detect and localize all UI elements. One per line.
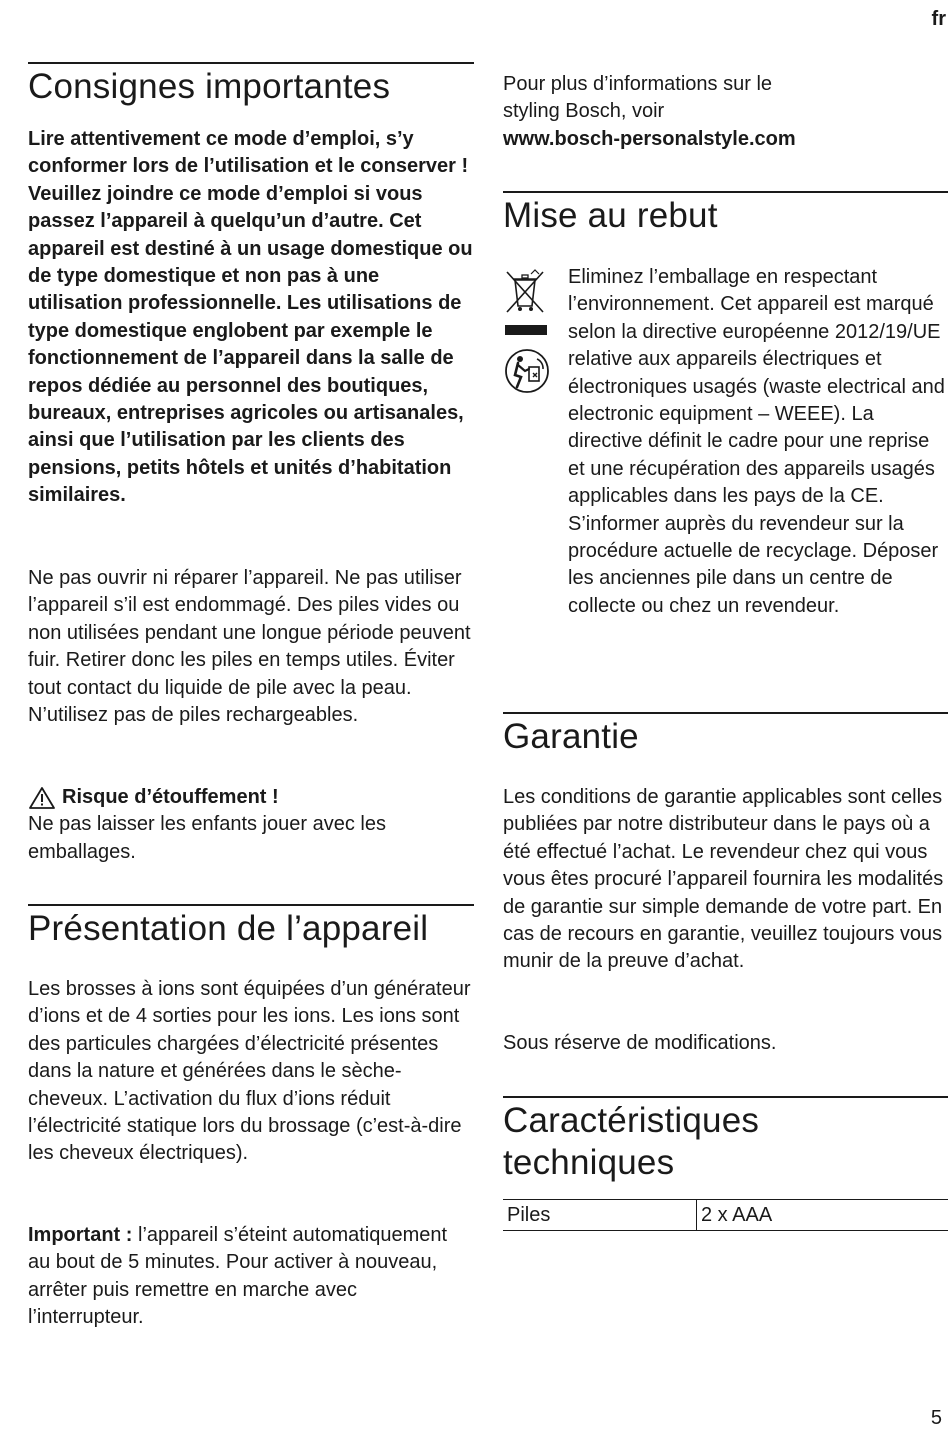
caracteristiques-title-line1: Caractéristiques <box>503 1101 760 1140</box>
consignes-title: Consignes importantes <box>28 67 391 106</box>
presentation-title: Présentation de l’appareil <box>28 909 429 948</box>
presentation-rule <box>28 904 474 906</box>
warning-text: Ne pas laisser les enfants jouer avec les emballages. <box>28 813 386 863</box>
spec-label: Piles <box>503 1200 697 1231</box>
garantie-title: Garantie <box>503 717 639 756</box>
crossed-bin-icon <box>503 268 547 316</box>
garantie-rule <box>503 712 948 714</box>
garantie-note: Sous réserve de modifications. <box>503 1032 777 1054</box>
info-url: www.bosch-personalstyle.com <box>503 127 796 150</box>
important-note <box>28 1222 474 1332</box>
rebut-rule <box>503 191 948 193</box>
garantie-text: Les conditions de garantie applicables sont celles publiées par notre distributeur dans le pays où a été effectué l’achat. Le revendeur chez qui vous vous êtes procuré l’appareil fournira les modalités de garantie sur simple demande de votre part. En cas de recours en garantie, veuillez toujours vous munir de la preuve d’achat. <box>503 786 944 973</box>
page-number: 5 <box>930 1407 942 1429</box>
table-row <box>503 1200 948 1231</box>
caracteristiques-rule <box>503 1096 948 1098</box>
bin-underline-bar <box>505 325 547 335</box>
presentation-text: Les brosses à ions sont équipées d’un générateur d’ions et de 4 sorties pour les ions. Les ions sont des particules chargées d’électricité présentes dans la nature et générées dans le sèche-cheveux. L’activation du flux d’ions réduit l’électricité statique lors du brossage (c’est-à-dire les cheveux électriques). <box>28 978 471 1165</box>
battery-recycle-icon <box>503 347 551 395</box>
consignes-rule <box>28 62 474 64</box>
info-text: Pour plus d’informations sur le styling Bosch, voir <box>503 73 773 123</box>
consignes-intro: Lire attentivement ce mode d’emploi, s’y conformer lors de l’utilisation et le conserver ! Veuillez joindre ce mode d’emploi si vous passez l’appareil à quelqu’un d’autre. Cet appareil est destiné à un usage domestique ou de type domestique et non pas à une utilisation professionnelle. Les utilisations de type domestique englobent par exemple le fonctionnement de l’appareil dans la salle de repos dédiée au personnel des boutiques, bureaux, entreprises agricoles ou artisanales, ainsi que l’utilisation par les clients des pensions, petits hôtels et unités d’habitation similaires. <box>28 128 473 507</box>
spec-value: 2 x AAA <box>697 1200 949 1231</box>
spec-table <box>503 1199 948 1231</box>
rebut-text: Eliminez l’emballage en respectant l’environnement. Cet appareil est marqué selon la directive européenne 2012/19/UE relative aux appareils électriques et électroniques usagés (waste electrical and electronic equipment – WEEE). La directive définit le cadre pour une reprise et une récupération des appareils usagés applicables dans les pays de la CE. S’informer auprès du revendeur sur la procédure actuelle de recyclage. Déposer les anciennes pile dans un centre de collecte ou chez un revendeur. <box>568 266 945 617</box>
important-text: l’appareil s’éteint automatiquement au bout de 5 minutes. Pour activer à nouveau, arrêter puis remettre en marche avec l’interrupteur. <box>28 1224 448 1329</box>
suffocation-warning <box>28 784 474 866</box>
rebut-title: Mise au rebut <box>503 196 718 235</box>
language-marker: fr <box>931 8 946 30</box>
warning-triangle-icon <box>28 786 56 810</box>
disposal-icons <box>503 268 553 400</box>
caracteristiques-title-line2: techniques <box>503 1143 675 1182</box>
caracteristiques-title <box>503 1100 948 1184</box>
warning-title: Risque d’étouffement ! <box>62 786 279 808</box>
repair-warning-text: Ne pas ouvrir ni réparer l’appareil. Ne pas utiliser l’appareil s’il est endommagé. Des piles vides ou non utilisées pendant une longue période peuvent fuir. Retirer donc les piles en temps utiles. Éviter tout contact du liquide de pile avec la peau. N’utilisez pas de piles rechargeables. <box>28 567 471 727</box>
important-label: Important : <box>28 1224 133 1246</box>
info-block <box>503 71 948 153</box>
